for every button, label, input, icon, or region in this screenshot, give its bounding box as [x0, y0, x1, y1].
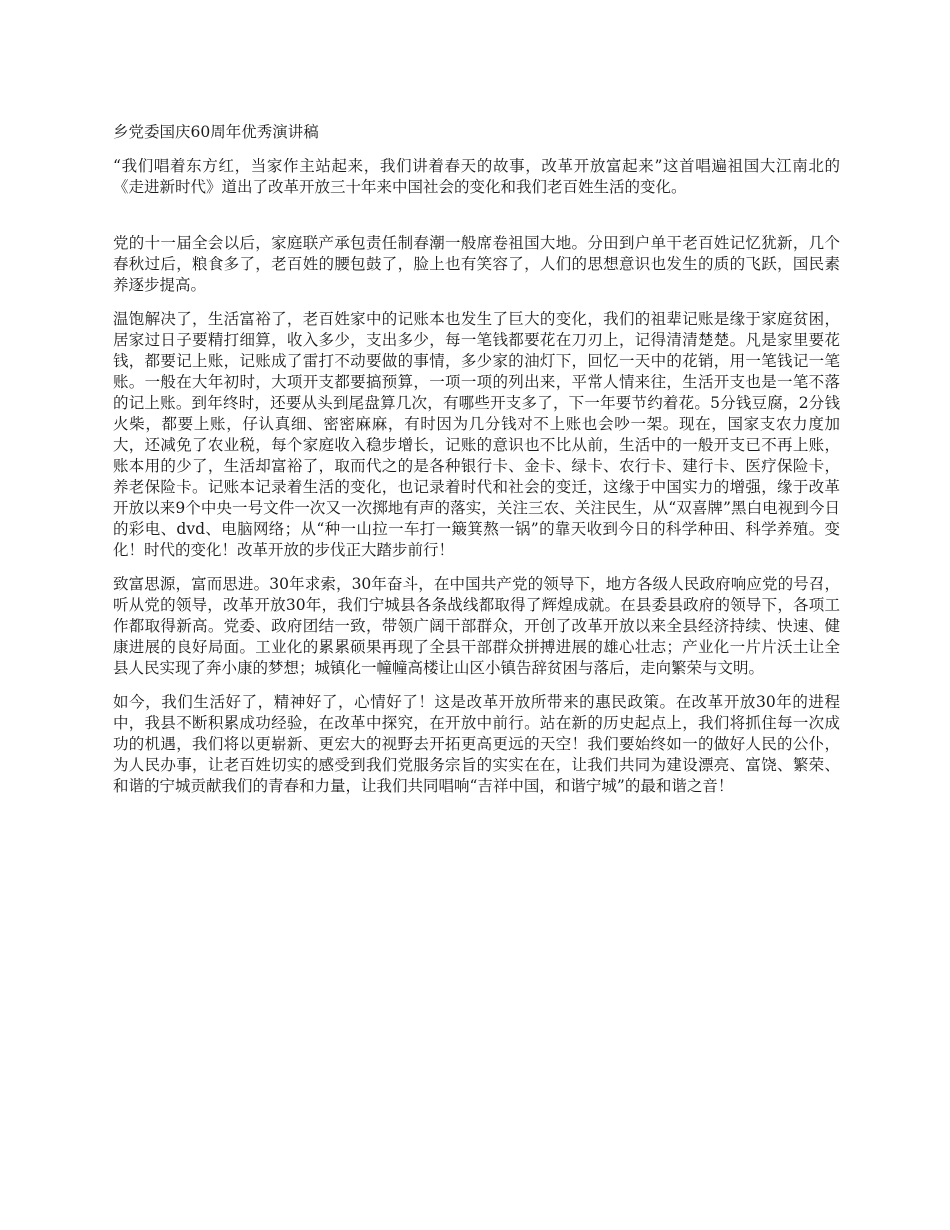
- paragraph-5: 如今，我们生活好了，精神好了，心情好了！这是改革开放所带来的惠民政策。在改革开放30年的进程中，我县不断积累成功经验，在改革中探究，在开放中前行。站在新的历史起点上，我们将抓住每一次成功的机遇，我们将以更崭新、更宏大的视野去开拓更高更远的天空！我们要始终如一的做好人民的公仆，为人民办事，让老百姓切实的感受到我们党服务宗旨的实实在在，让我们共同为建设漂亮、富饶、繁荣、和谐的宁城贡献我们的青春和力量，让我们共同唱响“吉祥中国，和谐宁城”的最和谐之音！: [113, 693, 840, 795]
- document-title: 乡党委国庆60周年优秀演讲稿: [113, 123, 319, 141]
- paragraph-4: 致富思源，富而思进。30年求索，30年奋斗，在中国共产党的领导下，地方各级人民政府响应党的号召，听从党的领导，改革开放30年，我们宁城县各条战线都取得了辉煌成就。在县委县政府的领导下，各项工作都取得新高。党委、政府团结一致，带领广阔干部群众，开创了改革开放以来全县经济持续、快速、健康进展的良好局面。工业化的累累硕果再现了全县干部群众拼搏进展的雄心壮志；产业化一片片沃土让全县人民实现了奔小康的梦想；城镇化一幢幢高楼让山区小镇告辞贫困与落后，走向繁荣与文明。: [113, 575, 840, 677]
- paragraph-2: 党的十一届全会以后，家庭联产承包责任制春潮一般席卷祖国大地。分田到户单干老百姓记忆犹新，几个春秋过后，粮食多了，老百姓的腰包鼓了，脸上也有笑容了，人们的思想意识也发生的质的飞跃，国民素养逐步提高。: [113, 234, 840, 294]
- paragraph-3: 温饱解决了，生活富裕了，老百姓家中的记账本也发生了巨大的变化，我们的祖辈记账是缘于家庭贫困，居家过日子要精打细算，收入多少，支出多少，每一笔钱都要花在刀刃上，记得清清楚楚。凡是家里要花钱，都要记上账，记账成了雷打不动要做的事情，多少家的油灯下，回忆一天中的花销，用一笔钱记一笔账。一般在大年初时，大项开支都要搞预算，一项一项的列出来，平常人情来往，生活开支也是一笔不落的记上账。到年终时，还要从头到尾盘算几次，有哪些开支多了，下一年要节约着花。5分钱豆腐，2分钱火柴，都要上账，仔认真细、密密麻麻，有时因为几分钱对不上账也会吵一架。现在，国家支农力度加大，还减免了农业税，每个家庭收入稳步增长，记账的意识也不比从前，生活中的一般开支已不再上账，账本用的少了，生活却富裕了，取而代之的是各种银行卡、金卡、绿卡、农行卡、建行卡、医疗保险卡，养老保险卡。记账本记录着生活的变化，也记录着时代和社会的变迁，这缘于中国实力的增强，缘于改革开放以来9个中央一号文件一次又一次掷地有声的落实，关注三农、关注民生，从“双喜牌”黑白电视到今日的彩电、dvd、电脑网络；从“种一山拉一车打一簸箕熬一锅”的靠天收到今日的科学种田、科学养殖。变化！时代的变化！改革开放的步伐正大踏步前行！: [113, 310, 840, 559]
- paragraph-1: “我们唱着东方红，当家作主站起来，我们讲着春天的故事，改革开放富起来”这首唱遍祖国大江南北的《走进新时代》道出了改革开放三十年来中国社会的变化和我们老百姓生活的变化。: [113, 157, 840, 196]
- document-page: [113, 122, 840, 810]
